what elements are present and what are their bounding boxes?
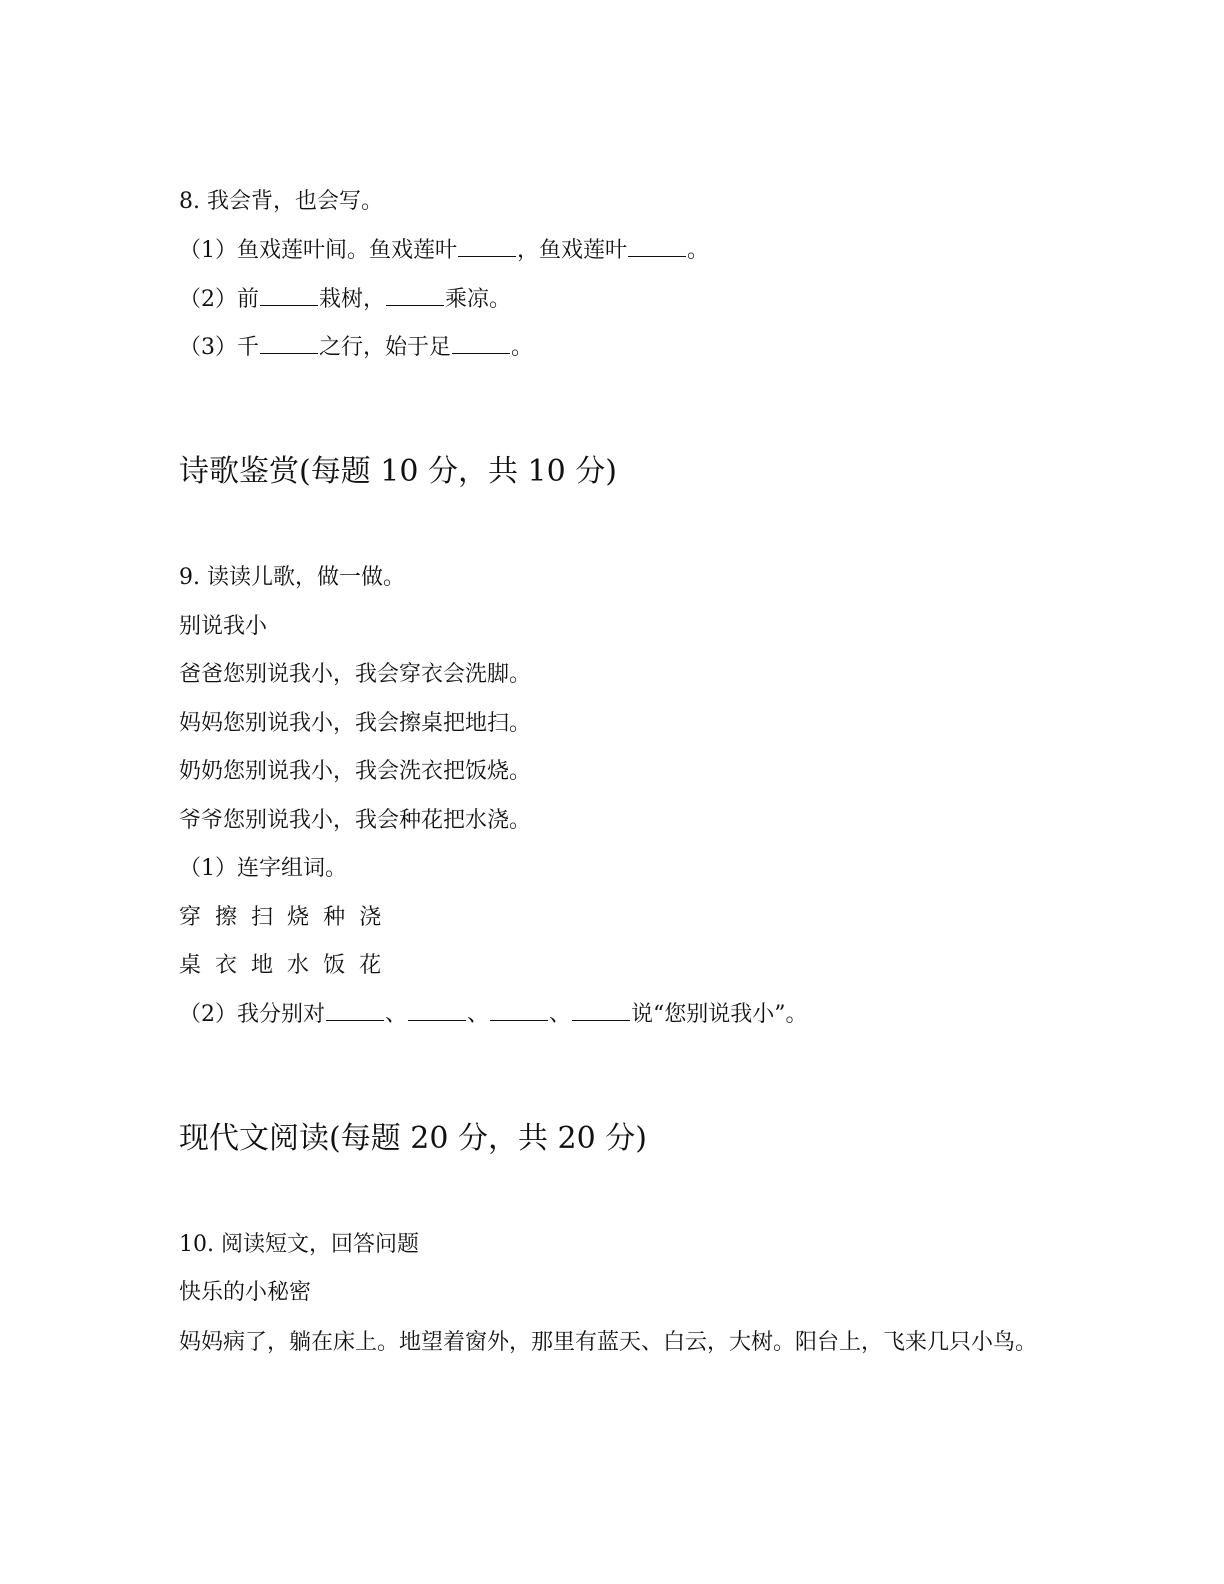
char[interactable]: 烧 bbox=[287, 905, 310, 930]
answer-blank[interactable] bbox=[452, 333, 510, 354]
q9-sub-1: （1）连字组词。 bbox=[179, 856, 347, 881]
section-heading-poetry: 诗歌鉴赏(每题 10 分，共 10 分) bbox=[179, 454, 617, 489]
poem-line: 爷爷您别说我小，我会种花把水浇。 bbox=[179, 808, 532, 833]
poem-line: 妈妈您别说我小，我会擦桌把地扫。 bbox=[179, 711, 532, 736]
poem-line: 奶奶您别说我小，我会洗衣把饭烧。 bbox=[179, 759, 532, 784]
answer-blank[interactable] bbox=[260, 333, 318, 354]
passage-text: 妈妈病了，躺在床上。地望着窗外，那里有蓝天、白云，大树。阳台上，飞来几只小鸟。 bbox=[179, 1330, 1038, 1355]
char[interactable]: 花 bbox=[359, 953, 382, 978]
answer-blank[interactable] bbox=[458, 236, 516, 257]
answer-blank[interactable] bbox=[260, 285, 318, 306]
char[interactable]: 衣 bbox=[215, 953, 238, 978]
char[interactable]: 浇 bbox=[359, 905, 382, 930]
answer-blank[interactable] bbox=[386, 285, 444, 306]
q9-sub-2: （2）我分别对 、 、 、 说“您别说我小”。 bbox=[179, 1002, 808, 1027]
char[interactable]: 扫 bbox=[251, 905, 274, 930]
poem-line: 爸爸您别说我小，我会穿衣会洗脚。 bbox=[179, 662, 532, 687]
q8-line-3: （3）千 之行，始于足 。 bbox=[179, 335, 534, 360]
char[interactable]: 种 bbox=[323, 905, 346, 930]
q8-line-1: （1）鱼戏莲叶间。鱼戏莲叶 ，鱼戏莲叶 。 bbox=[179, 238, 710, 263]
char[interactable]: 饭 bbox=[323, 953, 346, 978]
section-heading-reading: 现代文阅读(每题 20 分，共 20 分) bbox=[179, 1121, 647, 1156]
char[interactable]: 水 bbox=[287, 953, 310, 978]
answer-blank[interactable] bbox=[490, 1000, 548, 1021]
answer-blank[interactable] bbox=[628, 236, 686, 257]
poem-title: 别说我小 bbox=[179, 614, 268, 639]
char-row-1 bbox=[179, 903, 395, 933]
char[interactable]: 穿 bbox=[179, 905, 202, 930]
q10-title: 10. 阅读短文，回答问题 bbox=[179, 1232, 419, 1257]
q9-title: 9. 读读儿歌，做一做。 bbox=[179, 565, 405, 590]
passage-title: 快乐的小秘密 bbox=[179, 1280, 312, 1305]
answer-blank[interactable] bbox=[326, 1000, 384, 1021]
answer-blank[interactable] bbox=[408, 1000, 466, 1021]
q8-line-2: （2）前 栽树， 乘凉。 bbox=[179, 287, 512, 312]
char[interactable]: 地 bbox=[251, 953, 274, 978]
char[interactable]: 桌 bbox=[179, 953, 202, 978]
q8-title: 8. 我会背，也会写。 bbox=[179, 189, 383, 214]
char[interactable]: 擦 bbox=[215, 905, 238, 930]
answer-blank[interactable] bbox=[572, 1000, 630, 1021]
char-row-2 bbox=[179, 951, 395, 981]
